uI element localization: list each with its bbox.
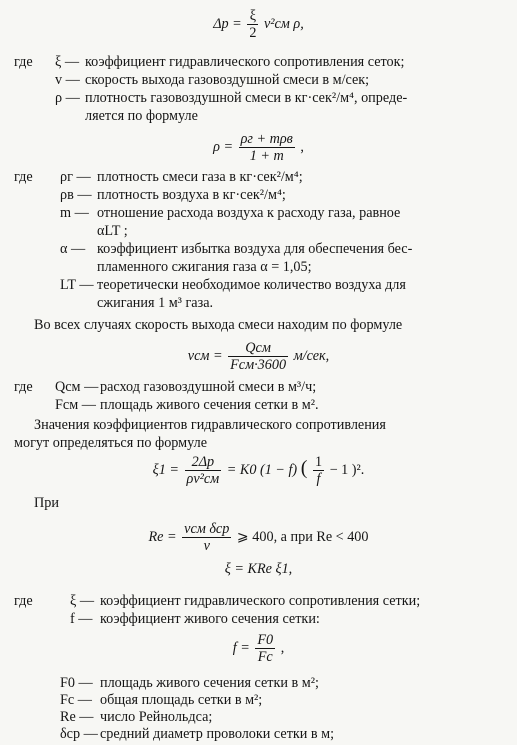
fraction-denominator: ν bbox=[203, 538, 210, 555]
def-text: общая площадь сетки в м²; bbox=[100, 692, 263, 708]
def-symbol: Qсм — bbox=[55, 379, 99, 395]
fraction-numerator: ξ bbox=[247, 8, 258, 25]
def-text: плотность газовоздушной смеси в кг·сек²/м⁴, опреде- bbox=[85, 90, 408, 106]
where-label: где bbox=[14, 379, 33, 395]
formula-paren-tail: − 1 bbox=[329, 462, 349, 479]
def-text: плотность воздуха в кг·сек²/м⁴; bbox=[97, 187, 286, 203]
word-pri: При bbox=[34, 495, 59, 511]
formula-lhs: vсм = bbox=[187, 348, 223, 365]
formula-lhs: f = bbox=[232, 640, 250, 657]
fraction-numerator: vсм δср bbox=[184, 521, 230, 537]
def-text: αLT ; bbox=[97, 223, 128, 239]
def-text: теоретически необходимое количество воздуха для bbox=[97, 277, 406, 293]
def-text: площадь живого сечения сетки в м². bbox=[100, 397, 319, 413]
def-text: ляется по формуле bbox=[85, 108, 198, 124]
fraction bbox=[255, 632, 275, 666]
def-symbol: ρв — bbox=[60, 187, 92, 203]
formula-mid: = K0 (1 − f) bbox=[226, 462, 298, 479]
paren-open: ( bbox=[300, 457, 308, 480]
fraction-denominator: 2 bbox=[249, 25, 257, 42]
paragraph-coefficients-line-1: Значения коэффициентов гидравлического сопротивления bbox=[34, 417, 386, 433]
def-text: отношение расхода воздуха к расходу газа, равное bbox=[97, 205, 401, 221]
def-text: коэффициент гидравлического сопротивления сетки; bbox=[100, 593, 421, 609]
fraction bbox=[182, 521, 231, 555]
paragraph-coefficients-line-2: могут определяться по формуле bbox=[14, 435, 208, 451]
def-text: скорость выхода газовоздушной смеси в м/сек; bbox=[85, 72, 370, 88]
formula-density bbox=[0, 131, 517, 165]
fraction-numerator: 2Δp bbox=[185, 454, 222, 471]
formula-velocity bbox=[0, 340, 517, 374]
fraction-denominator: ρv²см bbox=[186, 471, 220, 488]
formula-rhs: м/сек, bbox=[293, 348, 330, 365]
fraction-denominator: Fсм·3600 bbox=[230, 357, 287, 374]
formula-lhs: Re = bbox=[148, 529, 177, 546]
def-symbol: ξ — bbox=[55, 54, 80, 70]
def-symbol: Fсм — bbox=[55, 397, 96, 413]
def-text: коэффициент живого сечения сетки: bbox=[100, 611, 320, 627]
fraction-denominator: 1 + m bbox=[249, 148, 284, 165]
formula-xi1 bbox=[0, 454, 517, 488]
fraction-denominator: Fc bbox=[257, 649, 273, 666]
formula-rhs: v²см ρ, bbox=[263, 16, 304, 33]
paragraph-speed: Во всех случаях скорость выхода смеси находим по формуле bbox=[34, 317, 403, 333]
formula-lhs: ρ = bbox=[213, 139, 234, 156]
fraction-numerator: ρг + mρв bbox=[240, 131, 293, 147]
def-symbol: Fc — bbox=[60, 692, 92, 708]
def-text: плотность смеси газа в кг·сек²/м⁴; bbox=[97, 169, 303, 185]
def-symbol: δср — bbox=[60, 726, 98, 742]
def-text: коэффициент избытка воздуха для обеспечения бес- bbox=[97, 241, 413, 257]
formula-tail: , bbox=[280, 640, 285, 657]
where-label: где bbox=[14, 593, 33, 609]
formula-tail: )². bbox=[351, 462, 365, 479]
formula-lhs: Δp = bbox=[213, 16, 242, 33]
formula-pressure-drop bbox=[0, 8, 517, 42]
where-label: где bbox=[14, 169, 33, 185]
where-label: где bbox=[14, 54, 33, 70]
def-text: коэффициент гидравлического сопротивления сеток; bbox=[85, 54, 405, 70]
def-symbol: LT — bbox=[60, 277, 94, 293]
fraction-numerator: 1 bbox=[314, 454, 323, 470]
fraction bbox=[239, 131, 295, 165]
def-symbol: m — bbox=[60, 205, 89, 221]
formula-xi: ξ = KRe ξ1, bbox=[224, 561, 293, 577]
fraction-denominator: f bbox=[316, 471, 321, 488]
def-symbol: Re — bbox=[60, 709, 94, 725]
def-symbol: α — bbox=[60, 241, 86, 257]
fraction-numerator: Qсм bbox=[228, 340, 288, 357]
def-text: сжигания 1 м³ газа. bbox=[97, 295, 214, 311]
def-text: пламенного сжигания газа α = 1,05; bbox=[97, 259, 312, 275]
fraction bbox=[185, 454, 222, 488]
formula-f bbox=[0, 632, 517, 666]
def-symbol: v — bbox=[55, 72, 80, 88]
def-symbol: f — bbox=[70, 611, 93, 627]
def-text: площадь живого сечения сетки в м²; bbox=[100, 675, 319, 691]
fraction bbox=[228, 340, 288, 374]
def-text: средний диаметр проволоки сетки в м; bbox=[100, 726, 335, 742]
def-symbol: ξ — bbox=[70, 593, 95, 609]
formula-rhs: ⩾ 400, а при Re < 400 bbox=[236, 529, 369, 546]
formula-lhs: ξ1 = bbox=[152, 462, 179, 479]
fraction-numerator: F0 bbox=[257, 632, 274, 648]
def-text: расход газовоздушной смеси в м³/ч; bbox=[100, 379, 317, 395]
fraction bbox=[313, 454, 324, 488]
def-symbol: ρ — bbox=[55, 90, 80, 106]
def-symbol: F0 — bbox=[60, 675, 93, 691]
formula-reynolds bbox=[0, 521, 517, 555]
formula-tail: , bbox=[300, 139, 304, 156]
def-text: число Рейнольдса; bbox=[100, 709, 213, 725]
fraction bbox=[247, 8, 258, 42]
def-symbol: ρг — bbox=[60, 169, 91, 185]
